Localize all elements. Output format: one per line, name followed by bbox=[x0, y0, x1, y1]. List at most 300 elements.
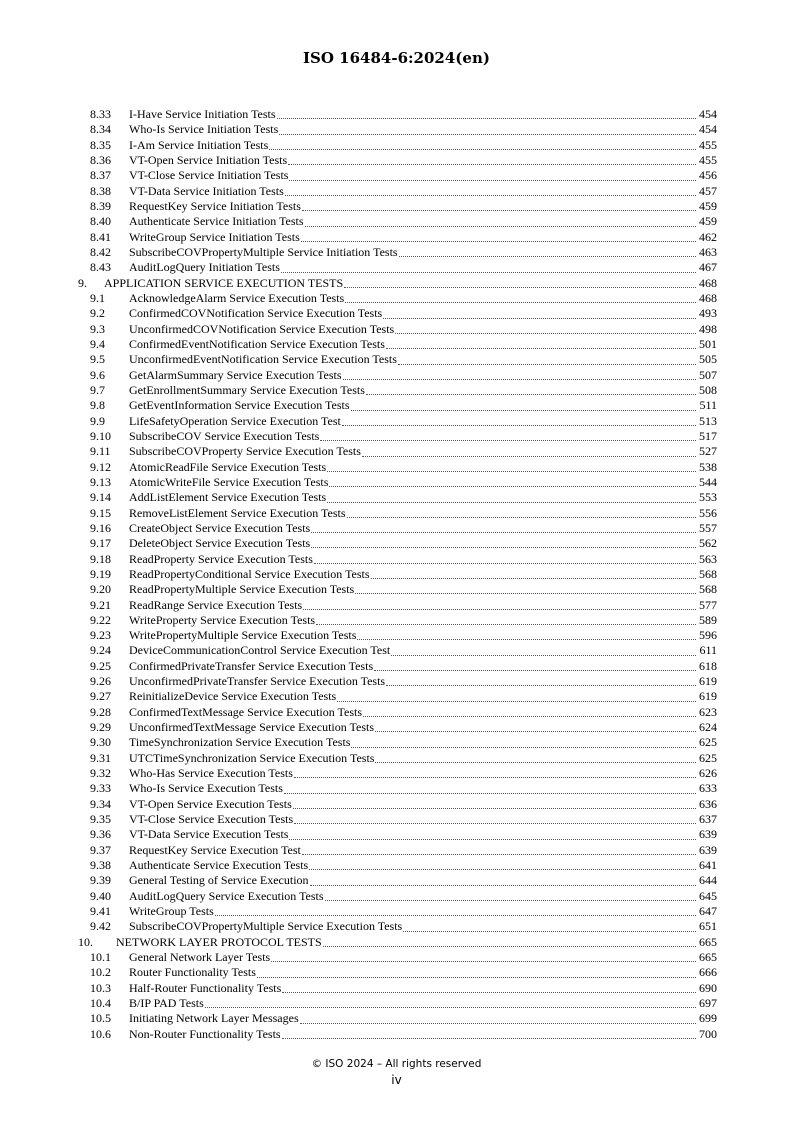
toc-entry-number: 9.18 bbox=[90, 551, 111, 566]
toc-entry-title[interactable]: RemoveListElement Service Execution Tests bbox=[129, 505, 346, 520]
toc-entry[interactable] bbox=[78, 827, 717, 842]
toc-entry-page[interactable]: 538 bbox=[699, 459, 717, 474]
toc-entry-title[interactable]: ConfirmedCOVNotification Service Execution Tests bbox=[129, 306, 383, 321]
toc-entry-title[interactable]: DeviceCommunicationControl Service Execution Test bbox=[129, 643, 391, 658]
toc-entry[interactable] bbox=[78, 184, 717, 199]
toc-dot-leader bbox=[311, 547, 696, 548]
toc-entry-title[interactable]: Who-Has Service Execution Tests bbox=[129, 766, 293, 781]
toc-dot-leader bbox=[391, 655, 696, 656]
toc-dot-leader bbox=[320, 440, 696, 441]
toc-entry[interactable] bbox=[78, 766, 717, 781]
toc-entry-page[interactable]: 501 bbox=[699, 336, 717, 351]
toc-entry-number: 9.12 bbox=[90, 459, 111, 474]
toc-dot-leader bbox=[347, 517, 696, 518]
toc-entry-page[interactable]: 544 bbox=[699, 474, 717, 489]
toc-dot-leader bbox=[279, 134, 696, 135]
toc-entry[interactable] bbox=[78, 306, 717, 321]
toc-entry[interactable] bbox=[78, 674, 717, 689]
toc-entry-title[interactable]: TimeSynchronization Service Execution Tests bbox=[129, 735, 351, 750]
toc-entry-page[interactable]: 644 bbox=[699, 873, 717, 888]
toc-entry[interactable] bbox=[78, 950, 717, 965]
toc-entry-title[interactable]: VT-Open Service Execution Tests bbox=[129, 796, 292, 811]
toc-entry-number: 9.9 bbox=[90, 413, 105, 428]
toc-entry[interactable] bbox=[78, 598, 717, 613]
toc-entry-page[interactable]: 633 bbox=[699, 781, 717, 796]
toc-entry-title[interactable]: DeleteObject Service Execution Tests bbox=[129, 536, 311, 551]
toc-entry-title[interactable]: SubscribeCOVProperty Service Execution Tests bbox=[129, 444, 361, 459]
toc-entry-page[interactable]: 459 bbox=[699, 214, 717, 229]
toc-entry-page[interactable]: 619 bbox=[699, 674, 717, 689]
toc-entry-page[interactable]: 507 bbox=[699, 367, 717, 382]
toc-entry-title[interactable]: AtomicWriteFile Service Execution Tests bbox=[129, 474, 329, 489]
toc-entry-page[interactable]: 463 bbox=[699, 244, 717, 259]
toc-entry-number: 9.28 bbox=[90, 704, 111, 719]
toc-entry-title[interactable]: UnconfirmedEventNotification Service Execution Tests bbox=[129, 352, 397, 367]
toc-entry-number: 9.40 bbox=[90, 888, 111, 903]
toc-entry-page[interactable]: 513 bbox=[699, 413, 717, 428]
toc-dot-leader bbox=[337, 701, 696, 702]
toc-entry[interactable] bbox=[78, 199, 717, 214]
toc-entry-title[interactable]: Who-Is Service Initiation Tests bbox=[129, 122, 279, 137]
toc-entry[interactable] bbox=[78, 260, 717, 275]
toc-entry[interactable] bbox=[78, 873, 717, 888]
toc-entry[interactable] bbox=[78, 797, 717, 812]
toc-entry[interactable] bbox=[78, 506, 717, 521]
toc-entry[interactable] bbox=[78, 352, 717, 367]
document-header: ISO 16484-6:2024(en) bbox=[303, 49, 490, 67]
toc-dot-leader bbox=[363, 716, 696, 717]
toc-entry-number: 10.2 bbox=[90, 965, 111, 980]
toc-entry[interactable] bbox=[78, 965, 717, 980]
toc-dot-leader bbox=[325, 900, 696, 901]
toc-entry[interactable] bbox=[78, 444, 717, 459]
toc-dot-leader bbox=[310, 885, 696, 886]
toc-entry-number: 9.20 bbox=[90, 582, 111, 597]
toc-entry-page[interactable]: 699 bbox=[699, 1011, 717, 1026]
toc-entry-page[interactable]: 493 bbox=[699, 306, 717, 321]
toc-dot-leader bbox=[293, 808, 696, 809]
toc-entry[interactable] bbox=[78, 414, 717, 429]
toc-entry-number: 9.22 bbox=[90, 612, 111, 627]
toc-entry[interactable] bbox=[78, 735, 717, 750]
toc-entry-number: 9.23 bbox=[90, 628, 111, 643]
toc-entry[interactable] bbox=[78, 214, 717, 229]
toc-entry-page[interactable]: 577 bbox=[699, 597, 717, 612]
toc-entry[interactable] bbox=[78, 153, 717, 168]
toc-dot-leader bbox=[342, 425, 696, 426]
toc-entry[interactable] bbox=[78, 368, 717, 383]
toc-entry-page[interactable]: 562 bbox=[699, 536, 717, 551]
toc-entry-title[interactable]: ReinitializeDevice Service Execution Tests bbox=[129, 689, 337, 704]
toc-entry-title[interactable]: AuditLogQuery Initiation Tests bbox=[129, 260, 280, 275]
toc-entry-title[interactable]: I-Am Service Initiation Tests bbox=[129, 137, 269, 152]
toc-entry[interactable] bbox=[78, 122, 717, 137]
toc-dot-leader bbox=[314, 563, 696, 564]
toc-entry-number: 9.1 bbox=[90, 290, 105, 305]
toc-entry-number: 10.4 bbox=[90, 996, 111, 1011]
toc-entry-number: 8.40 bbox=[90, 214, 111, 229]
toc-entry-number: 10.5 bbox=[90, 1011, 111, 1026]
toc-entry-number: 9.41 bbox=[90, 904, 111, 919]
toc-entry-page[interactable]: 456 bbox=[699, 168, 717, 183]
toc-entry-page[interactable]: 498 bbox=[699, 321, 717, 336]
toc-entry-number: 9.37 bbox=[90, 842, 111, 857]
toc-dot-leader bbox=[316, 624, 696, 625]
toc-dot-leader bbox=[383, 318, 696, 319]
toc-entry-number: 9.21 bbox=[90, 597, 111, 612]
toc-entry-title[interactable]: I-Have Service Initiation Tests bbox=[129, 107, 276, 121]
toc-entry[interactable] bbox=[78, 536, 717, 551]
toc-entry-number: 9.6 bbox=[90, 367, 105, 382]
toc-entry-title[interactable]: NETWORK LAYER PROTOCOL TESTS bbox=[116, 934, 322, 949]
toc-entry-number: 9.31 bbox=[90, 750, 111, 765]
toc-entry-page[interactable]: 665 bbox=[699, 950, 717, 965]
toc-entry-title[interactable]: ConfirmedTextMessage Service Execution Tests bbox=[129, 704, 363, 719]
toc-entry[interactable] bbox=[78, 843, 717, 858]
toc-entry[interactable] bbox=[78, 521, 717, 536]
toc-entry-title[interactable]: Initiating Network Layer Messages bbox=[129, 1011, 299, 1026]
toc-dot-leader bbox=[357, 639, 696, 640]
toc-entry[interactable] bbox=[78, 429, 717, 444]
toc-entry-page[interactable]: 468 bbox=[699, 275, 717, 290]
toc-entry-page[interactable]: 459 bbox=[699, 198, 717, 213]
toc-entry-page[interactable]: 553 bbox=[699, 490, 717, 505]
toc-dot-leader bbox=[284, 793, 696, 794]
toc-entry-number: 10.1 bbox=[90, 950, 111, 965]
toc-entry-page[interactable]: 618 bbox=[699, 658, 717, 673]
toc-entry-page[interactable]: 454 bbox=[699, 107, 717, 121]
toc-entry-number: 9.8 bbox=[90, 398, 105, 413]
toc-entry-number: 8.41 bbox=[90, 229, 111, 244]
toc-entry[interactable] bbox=[78, 643, 717, 658]
toc-entry-title[interactable]: SubscribeCOVPropertyMultiple Service Initiation Tests bbox=[129, 244, 398, 259]
toc-entry-page[interactable]: 468 bbox=[699, 290, 717, 305]
toc-entry-title[interactable]: General Testing of Service Execution bbox=[129, 873, 309, 888]
toc-dot-leader bbox=[398, 364, 696, 365]
toc-entry-number: 8.35 bbox=[90, 137, 111, 152]
toc-dot-leader bbox=[355, 593, 696, 594]
toc-entry-page[interactable]: 623 bbox=[699, 704, 717, 719]
toc-dot-leader bbox=[300, 1023, 696, 1024]
toc-dot-leader bbox=[294, 823, 696, 824]
toc-dot-leader bbox=[271, 961, 696, 962]
toc-dot-leader bbox=[309, 869, 696, 870]
toc-entry-number: 8.43 bbox=[90, 260, 111, 275]
toc-dot-leader bbox=[294, 777, 696, 778]
toc-entry-page[interactable]: 690 bbox=[699, 980, 717, 995]
toc-entry[interactable] bbox=[78, 582, 717, 597]
toc-entry[interactable] bbox=[78, 981, 717, 996]
toc-entry-title[interactable]: AddListElement Service Execution Tests bbox=[129, 490, 327, 505]
toc-dot-leader bbox=[281, 272, 696, 273]
toc-entry-title[interactable]: CreateObject Service Execution Tests bbox=[129, 520, 311, 535]
toc-entry-title[interactable]: VT-Open Service Initiation Tests bbox=[129, 152, 288, 167]
toc-entry-title[interactable]: RequestKey Service Initiation Tests bbox=[129, 198, 301, 213]
toc-entry-title[interactable]: VT-Data Service Execution Tests bbox=[129, 827, 289, 842]
toc-entry-title[interactable]: AcknowledgeAlarm Service Execution Tests bbox=[129, 290, 345, 305]
toc-entry[interactable] bbox=[78, 460, 717, 475]
toc-entry-page[interactable]: 455 bbox=[699, 152, 717, 167]
toc-dot-leader bbox=[329, 486, 696, 487]
toc-entry[interactable] bbox=[78, 781, 717, 796]
toc-entry-page[interactable]: 563 bbox=[699, 551, 717, 566]
toc-entry-title[interactable]: ReadPropertyConditional Service Execution Tests bbox=[129, 566, 370, 581]
toc-entry-number: 9.13 bbox=[90, 474, 111, 489]
toc-dot-leader bbox=[205, 1007, 696, 1008]
toc-entry[interactable] bbox=[78, 659, 717, 674]
toc-entry-title[interactable]: B/IP PAD Tests bbox=[129, 996, 204, 1011]
toc-entry-number: 8.37 bbox=[90, 168, 111, 183]
toc-entry-page[interactable]: 619 bbox=[699, 689, 717, 704]
toc-dot-leader bbox=[371, 578, 696, 579]
toc-dot-leader bbox=[351, 410, 696, 411]
toc-entry-title[interactable]: ReadPropertyMultiple Service Execution Tests bbox=[129, 582, 355, 597]
table-of-contents bbox=[78, 107, 717, 1042]
toc-entry[interactable] bbox=[78, 996, 717, 1011]
toc-entry-title[interactable]: ConfirmedEventNotification Service Execution Tests bbox=[129, 336, 385, 351]
toc-entry[interactable] bbox=[78, 291, 717, 306]
toc-entry-number: 8.36 bbox=[90, 152, 111, 167]
toc-entry[interactable] bbox=[78, 245, 717, 260]
toc-entry[interactable] bbox=[78, 613, 717, 628]
toc-entry-page[interactable]: 527 bbox=[699, 444, 717, 459]
toc-entry-title[interactable]: SubscribeCOVPropertyMultiple Service Execution Tests bbox=[129, 919, 403, 934]
toc-entry-page[interactable]: 665 bbox=[699, 934, 717, 949]
toc-entry-page[interactable]: 647 bbox=[699, 904, 717, 919]
toc-entry[interactable] bbox=[78, 904, 717, 919]
toc-entry[interactable] bbox=[78, 858, 717, 873]
copyright-footer: © ISO 2024 – All rights reserved bbox=[311, 1058, 482, 1070]
toc-entry-number: 9.5 bbox=[90, 352, 105, 367]
toc-entry-title[interactable]: WriteProperty Service Execution Tests bbox=[129, 612, 316, 627]
toc-entry[interactable] bbox=[78, 230, 717, 245]
toc-dot-leader bbox=[327, 502, 696, 503]
toc-entry-title[interactable]: AtomicReadFile Service Execution Tests bbox=[129, 459, 327, 474]
toc-entry-title[interactable]: VT-Data Service Initiation Tests bbox=[129, 183, 284, 198]
toc-entry-number: 9.35 bbox=[90, 812, 111, 827]
toc-entry-page[interactable]: 568 bbox=[699, 582, 717, 597]
toc-dot-leader bbox=[403, 931, 696, 932]
toc-entry-page[interactable]: 636 bbox=[699, 796, 717, 811]
toc-entry-page[interactable]: 697 bbox=[699, 996, 717, 1011]
toc-dot-leader bbox=[374, 670, 696, 671]
toc-dot-leader bbox=[311, 532, 696, 533]
toc-entry-page[interactable]: 639 bbox=[699, 827, 717, 842]
toc-entry-page[interactable]: 641 bbox=[699, 858, 717, 873]
toc-entry-number: 9.27 bbox=[90, 689, 111, 704]
toc-dot-leader bbox=[303, 609, 696, 610]
toc-entry-title[interactable]: ReadProperty Service Execution Tests bbox=[129, 551, 313, 566]
toc-entry-title[interactable]: WriteGroup Service Initiation Tests bbox=[129, 229, 300, 244]
toc-dot-leader bbox=[282, 992, 696, 993]
toc-entry-page[interactable]: 611 bbox=[699, 643, 717, 658]
toc-entry-number: 9.2 bbox=[90, 306, 105, 321]
toc-entry-title[interactable]: UnconfirmedTextMessage Service Execution Tests bbox=[129, 720, 375, 735]
toc-entry-number: 9.30 bbox=[90, 735, 111, 750]
toc-entry-page[interactable]: 455 bbox=[699, 137, 717, 152]
toc-entry-number: 9.34 bbox=[90, 796, 111, 811]
toc-entry[interactable] bbox=[78, 812, 717, 827]
toc-entry[interactable] bbox=[78, 689, 717, 704]
toc-dot-leader bbox=[289, 839, 696, 840]
toc-entry-number: 9.16 bbox=[90, 520, 111, 535]
toc-dot-leader bbox=[362, 456, 696, 457]
toc-entry[interactable] bbox=[78, 337, 717, 352]
toc-entry[interactable] bbox=[78, 398, 717, 413]
toc-entry[interactable] bbox=[78, 138, 717, 153]
toc-entry-number: 8.42 bbox=[90, 244, 111, 259]
toc-entry-title[interactable]: Non-Router Functionality Tests bbox=[129, 1026, 281, 1041]
toc-entry-number: 9.32 bbox=[90, 766, 111, 781]
toc-entry[interactable] bbox=[78, 705, 717, 720]
toc-entry-page[interactable]: 557 bbox=[699, 520, 717, 535]
toc-dot-leader bbox=[366, 394, 696, 395]
toc-entry-page[interactable]: 651 bbox=[699, 919, 717, 934]
toc-entry-number: 9. bbox=[78, 275, 87, 290]
toc-entry[interactable] bbox=[78, 751, 717, 766]
toc-entry[interactable] bbox=[78, 720, 717, 735]
toc-entry-title[interactable]: SubscribeCOV Service Execution Tests bbox=[129, 428, 320, 443]
toc-entry[interactable] bbox=[78, 628, 717, 643]
toc-entry-number: 9.36 bbox=[90, 827, 111, 842]
toc-entry-title[interactable]: VT-Close Service Initiation Tests bbox=[129, 168, 289, 183]
toc-dot-leader bbox=[395, 333, 696, 334]
toc-entry[interactable] bbox=[78, 322, 717, 337]
toc-entry-page[interactable]: 637 bbox=[699, 812, 717, 827]
toc-entry-title[interactable]: VT-Close Service Execution Tests bbox=[129, 812, 294, 827]
toc-dot-leader bbox=[327, 471, 696, 472]
toc-dot-leader bbox=[285, 195, 696, 196]
toc-entry[interactable] bbox=[78, 935, 717, 950]
toc-entry-number: 10.3 bbox=[90, 980, 111, 995]
toc-entry-page[interactable]: 568 bbox=[699, 566, 717, 581]
toc-entry-page[interactable]: 626 bbox=[699, 766, 717, 781]
toc-entry-number: 9.24 bbox=[90, 643, 111, 658]
toc-entry-number: 10. bbox=[78, 934, 93, 949]
toc-entry-title[interactable]: Router Functionality Tests bbox=[129, 965, 256, 980]
toc-dot-leader bbox=[301, 241, 696, 242]
toc-dot-leader bbox=[302, 210, 696, 211]
toc-entry-number: 9.26 bbox=[90, 674, 111, 689]
toc-entry[interactable] bbox=[78, 383, 717, 398]
toc-entry[interactable] bbox=[78, 168, 717, 183]
toc-entry[interactable] bbox=[78, 567, 717, 582]
toc-entry-page[interactable]: 700 bbox=[699, 1026, 717, 1041]
toc-entry-number: 9.3 bbox=[90, 321, 105, 336]
toc-entry-number: 9.15 bbox=[90, 505, 111, 520]
toc-entry-number: 8.33 bbox=[90, 107, 111, 121]
toc-entry-page[interactable]: 645 bbox=[699, 888, 717, 903]
toc-entry-title[interactable]: WriteGroup Tests bbox=[129, 904, 214, 919]
toc-entry-page[interactable]: 454 bbox=[699, 122, 717, 137]
toc-entry-page[interactable]: 589 bbox=[699, 612, 717, 627]
toc-dot-leader bbox=[288, 164, 696, 165]
toc-dot-leader bbox=[215, 915, 696, 916]
toc-entry-title[interactable]: UnconfirmedCOVNotification Service Execution Tests bbox=[129, 321, 395, 336]
toc-entry-number: 8.38 bbox=[90, 183, 111, 198]
toc-entry-page[interactable]: 625 bbox=[699, 750, 717, 765]
toc-entry[interactable] bbox=[78, 490, 717, 505]
toc-entry-page[interactable]: 596 bbox=[699, 628, 717, 643]
toc-dot-leader bbox=[305, 226, 696, 227]
toc-entry-page[interactable]: 624 bbox=[699, 720, 717, 735]
toc-entry[interactable] bbox=[78, 276, 717, 291]
toc-entry-title[interactable]: Authenticate Service Execution Tests bbox=[129, 858, 309, 873]
toc-entry-title[interactable]: APPLICATION SERVICE EXECUTION TESTS bbox=[104, 275, 344, 290]
toc-entry-page[interactable]: 508 bbox=[699, 382, 717, 397]
toc-entry-page[interactable]: 625 bbox=[699, 735, 717, 750]
toc-entry-number: 8.34 bbox=[90, 122, 111, 137]
toc-entry-number: 9.14 bbox=[90, 490, 111, 505]
toc-entry-title[interactable]: LifeSafetyOperation Service Execution Test bbox=[129, 413, 341, 428]
toc-entry-title[interactable]: AuditLogQuery Service Execution Tests bbox=[129, 888, 324, 903]
toc-dot-leader bbox=[375, 762, 696, 763]
toc-entry-title[interactable]: Half-Router Functionality Tests bbox=[129, 980, 282, 995]
toc-entry-title[interactable]: GetEventInformation Service Execution Tests bbox=[129, 398, 350, 413]
toc-entry[interactable] bbox=[78, 919, 717, 934]
toc-entry-title[interactable]: GetAlarmSummary Service Execution Tests bbox=[129, 367, 342, 382]
toc-entry[interactable] bbox=[78, 1011, 717, 1026]
toc-entry-number: 9.10 bbox=[90, 428, 111, 443]
toc-entry-page[interactable]: 666 bbox=[699, 965, 717, 980]
toc-entry[interactable] bbox=[78, 889, 717, 904]
toc-dot-leader bbox=[345, 302, 696, 303]
toc-dot-leader bbox=[399, 256, 696, 257]
toc-entry[interactable] bbox=[78, 1027, 717, 1042]
toc-dot-leader bbox=[386, 348, 696, 349]
toc-entry-number: 9.17 bbox=[90, 536, 111, 551]
toc-entry-page[interactable]: 457 bbox=[699, 183, 717, 198]
toc-entry-title[interactable]: Who-Is Service Execution Tests bbox=[129, 781, 283, 796]
toc-entry-number: 9.11 bbox=[90, 444, 111, 459]
toc-dot-leader bbox=[277, 118, 696, 119]
toc-entry-title[interactable]: General Network Layer Tests bbox=[129, 950, 271, 965]
toc-entry-number: 9.4 bbox=[90, 336, 105, 351]
toc-dot-leader bbox=[323, 946, 696, 947]
toc-entry-page[interactable]: 462 bbox=[699, 229, 717, 244]
toc-entry-title[interactable]: UnconfirmedPrivateTransfer Service Execution Tests bbox=[129, 674, 386, 689]
toc-entry-title[interactable]: WritePropertyMultiple Service Execution Tests bbox=[129, 628, 357, 643]
toc-entry-page[interactable]: 556 bbox=[699, 505, 717, 520]
toc-dot-leader bbox=[344, 287, 696, 288]
toc-dot-leader bbox=[351, 747, 696, 748]
toc-entry-page[interactable]: 517 bbox=[699, 428, 717, 443]
toc-entry-title[interactable]: UTCTimeSynchronization Service Execution Tests bbox=[129, 750, 375, 765]
toc-entry-title[interactable]: GetEnrollmentSummary Service Execution Tests bbox=[129, 382, 365, 397]
toc-dot-leader bbox=[269, 149, 696, 150]
toc-entry-page[interactable]: 639 bbox=[699, 842, 717, 857]
toc-entry-number: 8.39 bbox=[90, 198, 111, 213]
toc-dot-leader bbox=[343, 379, 696, 380]
toc-entry[interactable] bbox=[78, 475, 717, 490]
toc-entry-title[interactable]: ConfirmedPrivateTransfer Service Execution Tests bbox=[129, 658, 374, 673]
toc-entry-page[interactable]: 467 bbox=[699, 260, 717, 275]
toc-entry-number: 10.6 bbox=[90, 1026, 111, 1041]
toc-entry-title[interactable]: Authenticate Service Initiation Tests bbox=[129, 214, 304, 229]
toc-entry-number: 9.25 bbox=[90, 658, 111, 673]
toc-entry[interactable] bbox=[78, 552, 717, 567]
toc-entry-page[interactable]: 505 bbox=[699, 352, 717, 367]
toc-dot-leader bbox=[302, 854, 696, 855]
toc-entry[interactable] bbox=[78, 107, 717, 122]
toc-dot-leader bbox=[289, 180, 696, 181]
toc-entry-title[interactable]: ReadRange Service Execution Tests bbox=[129, 597, 303, 612]
toc-entry-number: 9.19 bbox=[90, 566, 111, 581]
toc-entry-page[interactable]: 511 bbox=[699, 398, 717, 413]
page-number: iv bbox=[391, 1073, 402, 1087]
toc-entry-title[interactable]: RequestKey Service Execution Test bbox=[129, 842, 301, 857]
toc-entry-number: 9.39 bbox=[90, 873, 111, 888]
